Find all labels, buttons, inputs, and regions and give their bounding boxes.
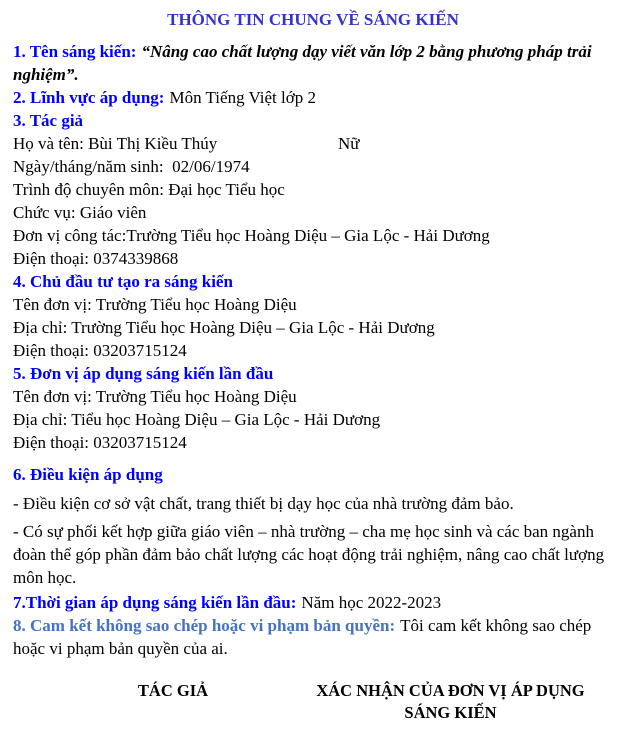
author-workplace-line: Đơn vị công tác:Trường Tiểu học Hoàng Diệu – Gia Lộc - Hải Dương bbox=[13, 226, 490, 245]
author-dob-line: Ngày/tháng/năm sinh: 02/06/1974 bbox=[13, 157, 250, 176]
section-8-value: Tôi cam kết không sao chép hoặc vi phạm bản quyền của ai. bbox=[13, 616, 596, 658]
investor-unit-line: Tên đơn vị: Trường Tiểu học Hoàng Diệu bbox=[13, 295, 297, 314]
applier-address-line: Địa chỉ: Tiểu học Hoàng Diệu – Gia Lộc - Hải Dương bbox=[13, 410, 381, 429]
author-gender: Nữ bbox=[338, 134, 360, 153]
author-position-line: Chức vụ: Giáo viên bbox=[13, 203, 147, 222]
section-6-heading: 6. Điều kiện áp dụng bbox=[13, 465, 163, 484]
investor-phone-line: Điện thoại: 03203715124 bbox=[13, 341, 187, 360]
condition-bullet-1: - Điều kiện cơ sở vật chất, trang thiết bị dạy học của nhà trường đảm bảo. bbox=[13, 494, 514, 513]
section-2-heading: 2. Lĩnh vực áp dụng: bbox=[13, 88, 165, 107]
section-4-heading: 4. Chủ đầu tư tạo ra sáng kiến bbox=[13, 272, 233, 291]
condition-bullet-2: - Có sự phối kết hợp giữa giáo viên – nhà trường – cha mẹ học sinh và các ban ngành đoàn thể góp phần đảm bảo chất lượng các hoạt động trải nghiệm, nâng cao chất lượng môn học. bbox=[13, 522, 609, 587]
author-name: Họ và tên: Bùi Thị Kiều Thúy bbox=[13, 134, 218, 153]
signature-author-label: TÁC GIẢ bbox=[137, 681, 209, 700]
section-2-line bbox=[13, 86, 613, 109]
applier-unit-line: Tên đơn vị: Trường Tiểu học Hoàng Diệu bbox=[13, 387, 297, 406]
section-2-value: Môn Tiếng Việt lớp 2 bbox=[169, 88, 316, 107]
signature-confirm-label: XÁC NHẬN CỦA ĐƠN VỊ ÁP DỤNG SÁNG KIẾN bbox=[316, 681, 585, 722]
section-1-heading: 1. Tên sáng kiến: bbox=[13, 42, 137, 61]
page-title: THÔNG TIN CHUNG VỀ SÁNG KIẾN bbox=[167, 10, 459, 29]
investor-address-line: Địa chỉ: Trường Tiểu học Hoàng Diệu – Gia Lộc - Hải Dương bbox=[13, 318, 435, 337]
author-name-line bbox=[13, 132, 613, 155]
section-8-line bbox=[13, 614, 613, 660]
applier-phone-line: Điện thoại: 03203715124 bbox=[13, 433, 187, 452]
author-degree-line: Trình độ chuyên môn: Đại học Tiểu học bbox=[13, 180, 285, 199]
section-7-value: Năm học 2022-2023 bbox=[301, 593, 442, 612]
section-1-value: “Nâng cao chất lượng dạy viết văn lớp 2 bằng phương pháp trải nghiệm”. bbox=[13, 42, 596, 84]
section-5-heading: 5. Đơn vị áp dụng sáng kiến lần đầu bbox=[13, 364, 274, 383]
author-phone-line: Điện thoại: 0374339868 bbox=[13, 249, 179, 268]
section-3-heading: 3. Tác giả bbox=[13, 111, 84, 130]
section-7-heading: 7.Thời gian áp dụng sáng kiến lần đầu: bbox=[13, 593, 297, 612]
signature-row bbox=[13, 680, 613, 740]
section-1-line bbox=[13, 40, 613, 86]
section-8-heading: 8. Cam kết không sao chép hoặc vi phạm bản quyền: bbox=[13, 616, 396, 635]
section-7-line bbox=[13, 591, 613, 614]
